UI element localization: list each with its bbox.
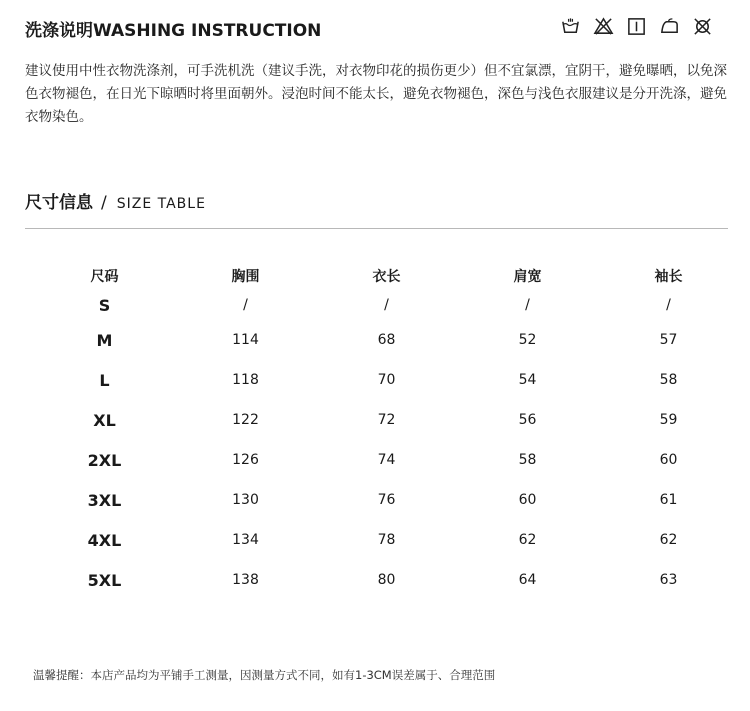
washing-title: 洗涤说明WASHING INSTRUCTION [25,21,322,41]
cell-length: / [384,297,389,313]
header-shoulder: 肩宽 [513,269,542,285]
cell-chest: 130 [232,492,259,508]
cell-length: 78 [377,532,396,548]
table-row [34,520,739,560]
table-row [34,480,739,520]
cell-shoulder: 54 [518,372,537,388]
cell-chest: 134 [232,532,259,548]
cell-sleeve: / [666,297,671,313]
table-row [34,320,739,360]
cell-shoulder: 56 [518,412,537,428]
cell-shoulder: 60 [518,492,537,508]
header-length: 衣长 [372,269,401,285]
cell-chest: 118 [232,372,259,388]
footer-note: 温馨提醒：本店产品均为平铺手工测量，因测量方式不同，如有1-3CM误差属于、合理范围 [33,668,496,682]
cell-sleeve: 57 [659,332,678,348]
table-row [34,290,739,320]
size-heading-en: SIZE TABLE [116,196,206,212]
cell-length: 74 [377,452,396,468]
cell-shoulder: 64 [518,572,537,588]
do-not-wring-icon [692,16,713,37]
care-icons [560,16,713,37]
cell-sleeve: 58 [659,372,678,388]
table-row [34,400,739,440]
cell-sleeve: 60 [659,452,678,468]
cell-shoulder: / [525,297,530,313]
cell-sleeve: 62 [659,532,678,548]
cell-sleeve: 63 [659,572,678,588]
header-chest: 胸围 [231,269,260,285]
hand-wash-icon [560,16,581,37]
cell-shoulder: 52 [518,332,537,348]
header-size: 尺码 [90,269,119,285]
cell-shoulder: 62 [518,532,537,548]
cell-chest: 126 [232,452,259,468]
cell-length: 72 [377,412,396,428]
cell-size: M [96,330,113,350]
cell-length: 80 [377,572,396,588]
cell-length: 68 [377,332,396,348]
table-row [34,440,739,480]
cell-chest: 114 [232,332,259,348]
washing-header [25,14,725,40]
cell-chest: / [243,297,248,313]
size-heading-separator: / [101,193,107,213]
cell-size: S [98,295,111,315]
cell-sleeve: 61 [659,492,678,508]
cell-size: 3XL [87,490,122,510]
divider [25,228,728,229]
iron-icon [659,16,680,37]
cell-size: 2XL [87,450,122,470]
washing-instruction-text: 建议使用中性衣物洗涤剂，可手洗机洗（建议手洗，对衣物印花的损伤更少）但不宜氯漂，宜阴干，避免曝晒，以免深色衣物褪色，在日光下晾晒时将里面朝外。浸泡时间不能太长，避免衣物褪色，深色与浅色衣服建议是分开洗涤，避免衣物染色。 [25,63,727,125]
tumble-dry-icon [626,16,647,37]
size-table [34,262,739,600]
table-header-row [34,262,739,290]
cell-size: XL [93,410,116,430]
table-row [34,560,739,600]
cell-sleeve: 59 [659,412,678,428]
do-not-bleach-icon [593,16,614,37]
cell-shoulder: 58 [518,452,537,468]
cell-size: L [99,370,110,390]
cell-chest: 138 [232,572,259,588]
cell-size: 4XL [87,530,122,550]
table-row [34,360,739,400]
cell-length: 70 [377,372,396,388]
cell-size: 5XL [87,570,122,590]
cell-length: 76 [377,492,396,508]
size-heading-cn: 尺寸信息 [25,193,93,213]
header-sleeve: 袖长 [654,269,683,285]
size-heading [25,188,206,213]
cell-chest: 122 [232,412,259,428]
